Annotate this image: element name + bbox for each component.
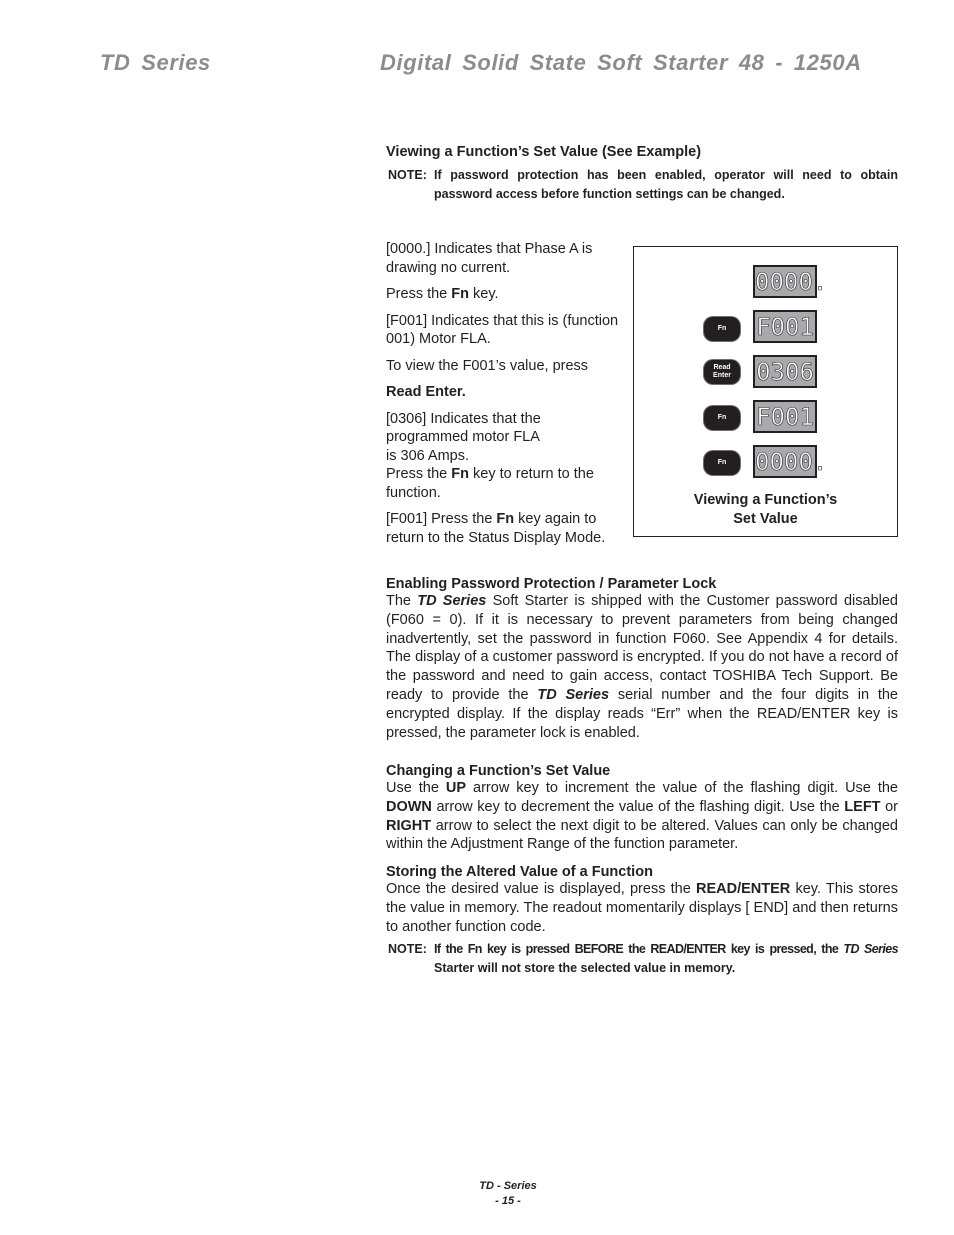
header-series: TD Series — [100, 50, 211, 75]
lcd-display-1: 0000. — [753, 265, 817, 298]
example-steps — [386, 240, 631, 547]
viewing-note — [386, 166, 898, 204]
step-3: [F001] Indicates that this is (function 001) Motor FLA. — [386, 312, 619, 347]
changing-paragraph: Use the UP arrow key to increment the value of the flashing digit. Use the DOWN arrow key to decrement the value of the flashing digit. Use the LEFT or RIGHT arrow to select the next digit to be altered. Values can only be changed within the Adjustment Range of the function parameter. — [386, 780, 899, 853]
figure-caption: Viewing a Function’s Set Value — [693, 492, 838, 527]
header-title: Digital Solid State Soft Starter 48 - 1250A — [380, 50, 862, 75]
step-1: [0000.] Indicates that Phase A is drawing no current. — [386, 241, 593, 276]
step-6c: is 306 Amps. — [386, 447, 470, 464]
step-5: Read Enter. — [386, 384, 466, 400]
changing-heading: Changing a Function’s Set Value — [386, 763, 611, 779]
password-paragraph: The TD Series Soft Starter is shipped with the Customer password disabled (F060 = 0). If it is necessary to prevent parameters from being changed inadvertently, set the password in function F060. See Appendix 4 for details. The display of a customer password is encrypted. If you do not have a record of the password and need to gain access, contact TOSHIBA Tech Support. Be ready to provide the TD Series serial number and the four digits in the encrypted display. If the display reads “Err” when the READ/ENTER key is pressed, the parameter lock is enabled. — [386, 593, 898, 741]
lcd-display-5: 0000. — [753, 445, 817, 478]
step-6a: [0306] Indicates that the — [386, 410, 541, 427]
lcd-display-3: 0306 — [753, 355, 817, 388]
note-label: NOTE: — [388, 168, 427, 182]
page-number: - 15 - — [495, 1195, 521, 1207]
read-enter-key-icon: Read Enter — [704, 360, 740, 384]
footer-series: TD - Series — [479, 1180, 537, 1192]
note-label: NOTE: — [388, 942, 427, 957]
password-section — [386, 576, 898, 742]
storing-note: NOTE: If the Fn key is pressed BEFORE the READ/ENTER key is pressed, the TD Series Starter will not store the selected value in memory. — [388, 942, 898, 976]
fn-key-icon: Fn — [704, 406, 740, 430]
storing-paragraph: Once the desired value is displayed, press the READ/ENTER key. This stores the value in memory. The readout momentarily displays [ END] and then returns to another function code. — [386, 881, 898, 935]
fn-key-icon: Fn — [704, 317, 740, 341]
lcd-display-4: F001 — [753, 400, 817, 433]
note-text: If password protection has been enabled, operator will need to obtain password access before function settings can be changed. — [434, 168, 898, 201]
lcd-display-2: F001 — [753, 310, 817, 343]
changing-section — [386, 763, 898, 854]
step-6b: programmed motor FLA — [386, 429, 540, 445]
viewing-figure — [633, 246, 898, 537]
password-heading: Enabling Password Protection / Parameter Lock — [386, 576, 717, 592]
storing-heading: Storing the Altered Value of a Function — [386, 864, 653, 880]
step-4: To view the F001’s value, press — [386, 357, 589, 374]
fn-key-icon: Fn — [704, 451, 740, 475]
step-7: Press the Fn key to return to the function. — [386, 466, 594, 501]
step-8: [F001] Press the Fn key again to return to the Status Display Mode. — [386, 511, 606, 546]
storing-section — [386, 864, 898, 978]
step-2: Press the Fn key. — [386, 286, 499, 302]
viewing-section — [386, 144, 898, 204]
viewing-heading: Viewing a Function’s Set Value (See Example) — [386, 144, 702, 160]
